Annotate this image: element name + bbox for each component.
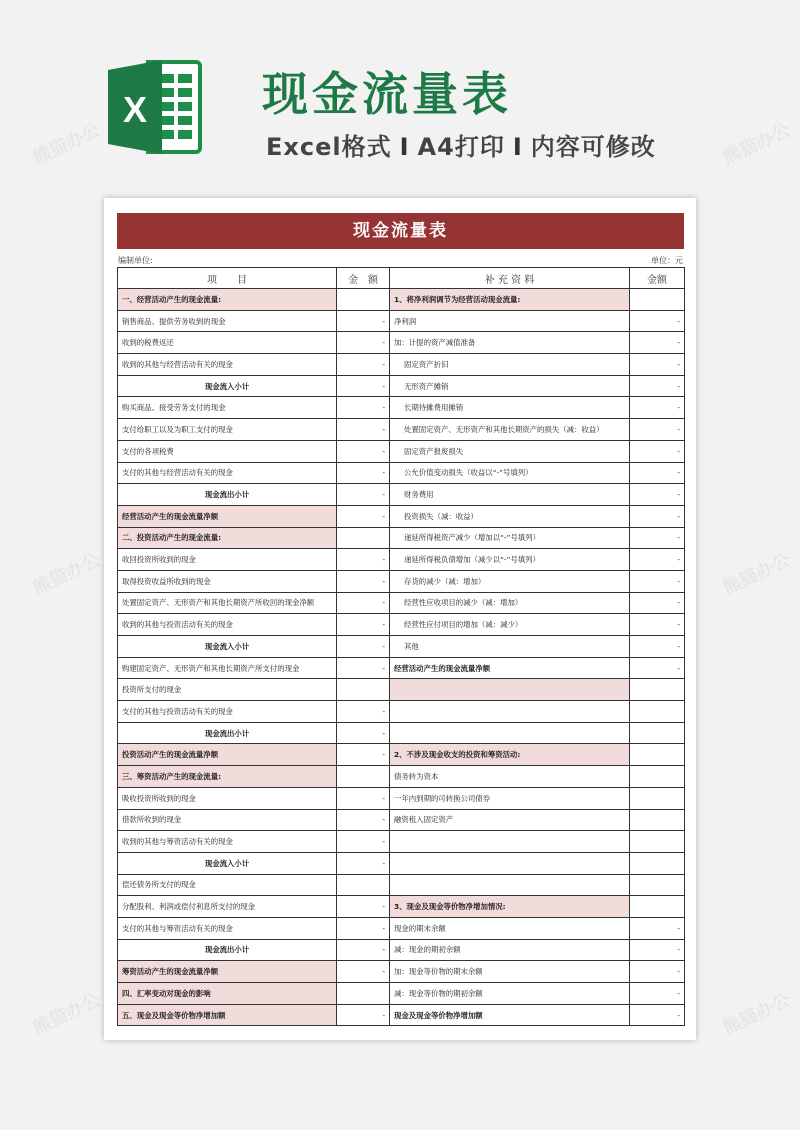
row-item-amount[interactable]: - xyxy=(337,831,390,853)
row-supplement-amount[interactable]: - xyxy=(630,484,685,506)
row-supplement-amount[interactable]: - xyxy=(630,636,685,658)
row-item-label[interactable]: 投资活动产生的现金流量净额 xyxy=(118,744,337,766)
row-item-amount[interactable]: - xyxy=(337,310,390,332)
table-row xyxy=(118,787,685,809)
row-supplement-label[interactable]: 债务转为资本 xyxy=(390,766,630,788)
table-row xyxy=(118,332,685,354)
table-row xyxy=(118,570,685,592)
row-item-amount[interactable]: - xyxy=(337,657,390,679)
row-item-label[interactable]: 支付的其他与筹资活动有关的现金 xyxy=(118,917,337,939)
table-row xyxy=(118,614,685,636)
row-item-amount[interactable]: - xyxy=(337,722,390,744)
column-header-supplement-amount: 金额 xyxy=(630,268,685,289)
table-row xyxy=(118,527,685,549)
watermark: 熊猫办公 xyxy=(719,119,794,170)
row-supplement-amount[interactable] xyxy=(630,289,685,311)
table-row xyxy=(118,657,685,679)
table-row xyxy=(118,289,685,311)
table-row xyxy=(118,310,685,332)
table-row xyxy=(118,549,685,571)
table-row xyxy=(118,896,685,918)
subtitle-editable: 内容可修改 xyxy=(530,133,656,161)
table-row xyxy=(118,701,685,723)
row-supplement-amount[interactable] xyxy=(630,766,685,788)
row-item-label[interactable]: 收回投资所收到的现金 xyxy=(118,549,337,571)
row-item-label[interactable]: 销售商品、提供劳务收到的现金 xyxy=(118,310,337,332)
table-row xyxy=(118,766,685,788)
row-item-label[interactable]: 收到的其他与经营活动有关的现金 xyxy=(118,354,337,376)
row-supplement-label[interactable]: 财务费用 xyxy=(390,484,630,506)
row-item-label[interactable]: 处置固定资产、无形资产和其他长期资产所收回的现金净额 xyxy=(118,592,337,614)
table-row xyxy=(118,397,685,419)
row-supplement-label[interactable]: 现金及现金等价物净增加额 xyxy=(390,1004,630,1026)
row-supplement-amount[interactable]: - xyxy=(630,549,685,571)
row-supplement-amount[interactable]: - xyxy=(630,961,685,983)
row-item-label[interactable]: 现金流出小计 xyxy=(118,484,337,506)
table-row xyxy=(118,462,685,484)
row-item-amount[interactable]: - xyxy=(337,375,390,397)
row-item-label[interactable]: 偿还债务所支付的现金 xyxy=(118,874,337,896)
row-item-label[interactable]: 收到的税费返还 xyxy=(118,332,337,354)
row-supplement-amount[interactable]: - xyxy=(630,310,685,332)
row-item-amount[interactable] xyxy=(337,766,390,788)
row-supplement-amount[interactable] xyxy=(630,701,685,723)
row-item-label[interactable]: 现金流入小计 xyxy=(118,852,337,874)
page-title: 现金流量表 xyxy=(262,67,512,121)
row-supplement-label[interactable]: 2、不涉及现金收支的投资和筹资活动: xyxy=(390,744,630,766)
row-item-label[interactable]: 借款所收到的现金 xyxy=(118,809,337,831)
table-row xyxy=(118,1004,685,1026)
table-row xyxy=(118,809,685,831)
table-row xyxy=(118,917,685,939)
row-supplement-amount[interactable]: - xyxy=(630,1004,685,1026)
row-item-amount[interactable]: - xyxy=(337,332,390,354)
row-supplement-amount[interactable] xyxy=(630,787,685,809)
row-supplement-label[interactable]: 经营性应付项目的增加（减：减少） xyxy=(390,614,630,636)
row-supplement-label[interactable]: 减：现金等价物的期初余额 xyxy=(390,983,630,1005)
row-item-amount[interactable]: - xyxy=(337,787,390,809)
row-supplement-amount[interactable]: - xyxy=(630,419,685,441)
row-item-label[interactable]: 取得投资收益所收到的现金 xyxy=(118,570,337,592)
row-supplement-amount[interactable]: - xyxy=(630,614,685,636)
row-supplement-label[interactable]: 加：计提的资产减值准备 xyxy=(390,332,630,354)
row-item-label[interactable]: 现金流入小计 xyxy=(118,375,337,397)
row-supplement-label[interactable]: 投资损失（减：收益） xyxy=(390,505,630,527)
row-item-amount[interactable]: - xyxy=(337,896,390,918)
row-item-amount[interactable] xyxy=(337,289,390,311)
banner xyxy=(0,0,800,190)
row-item-amount[interactable] xyxy=(337,874,390,896)
row-supplement-label[interactable]: 长期待摊费用摊销 xyxy=(390,397,630,419)
row-item-label[interactable]: 支付的其他与经营活动有关的现金 xyxy=(118,462,337,484)
row-supplement-amount[interactable]: - xyxy=(630,440,685,462)
row-item-amount[interactable] xyxy=(337,983,390,1005)
table-row xyxy=(118,484,685,506)
row-item-label[interactable]: 支付的其他与投资活动有关的现金 xyxy=(118,701,337,723)
row-supplement-amount[interactable]: - xyxy=(630,939,685,961)
row-supplement-amount[interactable] xyxy=(630,809,685,831)
table-row xyxy=(118,831,685,853)
row-item-amount[interactable]: - xyxy=(337,549,390,571)
row-item-amount[interactable]: - xyxy=(337,484,390,506)
row-supplement-label[interactable] xyxy=(390,852,630,874)
row-item-amount[interactable]: - xyxy=(337,354,390,376)
table-row xyxy=(118,939,685,961)
row-item-amount[interactable]: - xyxy=(337,570,390,592)
row-item-label[interactable]: 二、投资活动产生的现金流量: xyxy=(118,527,337,549)
row-item-amount[interactable] xyxy=(337,527,390,549)
watermark: 熊猫办公 xyxy=(719,989,794,1040)
row-item-label[interactable]: 五、现金及现金等价物净增加额 xyxy=(118,1004,337,1026)
row-item-label[interactable]: 支付的各项税费 xyxy=(118,440,337,462)
row-supplement-label[interactable] xyxy=(390,701,630,723)
row-supplement-label[interactable]: 其他 xyxy=(390,636,630,658)
row-supplement-label[interactable]: 公允价值变动损失（收益以“-”号填列） xyxy=(390,462,630,484)
row-item-label[interactable]: 筹资活动产生的现金流量净额 xyxy=(118,961,337,983)
table-header-row xyxy=(118,268,685,289)
row-supplement-amount[interactable]: - xyxy=(630,375,685,397)
row-supplement-label[interactable]: 固定资产折旧 xyxy=(390,354,630,376)
row-item-amount[interactable]: - xyxy=(337,1004,390,1026)
row-item-label[interactable]: 吸收投资所收到的现金 xyxy=(118,787,337,809)
row-item-amount[interactable]: - xyxy=(337,440,390,462)
row-supplement-amount[interactable]: - xyxy=(630,570,685,592)
column-header-amount: 金 额 xyxy=(337,268,390,289)
row-supplement-amount[interactable] xyxy=(630,744,685,766)
row-supplement-amount[interactable]: - xyxy=(630,657,685,679)
row-item-label[interactable]: 现金流出小计 xyxy=(118,939,337,961)
document-page xyxy=(104,198,696,1040)
row-supplement-label[interactable]: 现金的期末余额 xyxy=(390,917,630,939)
row-supplement-label[interactable]: 处置固定资产、无形资产和其他长期资产的损失（减：收益） xyxy=(390,419,630,441)
subtitle-format: Excel格式 xyxy=(266,133,392,161)
table-row xyxy=(118,722,685,744)
row-supplement-label[interactable] xyxy=(390,831,630,853)
row-item-label[interactable]: 收到的其他与投资活动有关的现金 xyxy=(118,614,337,636)
column-header-supplement: 补 充 资 料 xyxy=(390,268,630,289)
row-supplement-label[interactable]: 递延所得税负债增加（减少以“-”号填列） xyxy=(390,549,630,571)
row-item-label[interactable]: 四、汇率变动对现金的影响 xyxy=(118,983,337,1005)
table-row xyxy=(118,983,685,1005)
row-item-amount[interactable]: - xyxy=(337,397,390,419)
row-item-label[interactable]: 现金流入小计 xyxy=(118,636,337,658)
watermark: 熊猫办公 xyxy=(29,549,104,600)
watermark: 熊猫办公 xyxy=(29,119,104,170)
unit-label: 编制单位: xyxy=(118,256,153,265)
subtitle-separator: I xyxy=(399,133,410,161)
row-item-amount[interactable]: - xyxy=(337,961,390,983)
row-item-label[interactable]: 一、经营活动产生的现金流量: xyxy=(118,289,337,311)
table-row xyxy=(118,679,685,701)
row-supplement-label[interactable]: 经营活动产生的现金流量净额 xyxy=(390,657,630,679)
row-supplement-amount[interactable]: - xyxy=(630,505,685,527)
row-supplement-amount[interactable]: - xyxy=(630,462,685,484)
table-row xyxy=(118,744,685,766)
row-item-amount[interactable]: - xyxy=(337,701,390,723)
row-supplement-amount[interactable] xyxy=(630,679,685,701)
sheet-title: 现金流量表 xyxy=(117,213,684,249)
excel-icon xyxy=(104,58,204,156)
row-supplement-amount[interactable]: - xyxy=(630,917,685,939)
row-item-amount[interactable]: - xyxy=(337,809,390,831)
table-row xyxy=(118,852,685,874)
row-supplement-label[interactable]: 减：现金的期初余额 xyxy=(390,939,630,961)
row-item-amount[interactable]: - xyxy=(337,592,390,614)
row-supplement-amount[interactable]: - xyxy=(630,983,685,1005)
row-supplement-label[interactable]: 存货的减少（减：增加） xyxy=(390,570,630,592)
table-row xyxy=(118,961,685,983)
row-supplement-label[interactable]: 3、现金及现金等价物净增加情况: xyxy=(390,896,630,918)
svg-text:X: X xyxy=(122,89,148,130)
row-supplement-amount[interactable]: - xyxy=(630,592,685,614)
watermark: 熊猫办公 xyxy=(719,549,794,600)
table-row xyxy=(118,419,685,441)
row-item-label[interactable]: 现金流出小计 xyxy=(118,722,337,744)
row-supplement-label[interactable]: 净利润 xyxy=(390,310,630,332)
subtitle-separator: I xyxy=(512,133,523,161)
row-item-amount[interactable]: - xyxy=(337,462,390,484)
row-supplement-label[interactable] xyxy=(390,722,630,744)
page-subtitle xyxy=(266,127,656,162)
table-row xyxy=(118,505,685,527)
row-supplement-amount[interactable]: - xyxy=(630,332,685,354)
row-supplement-label[interactable]: 一年内到期的可转换公司债券 xyxy=(390,787,630,809)
row-supplement-amount[interactable] xyxy=(630,722,685,744)
row-item-amount[interactable]: - xyxy=(337,636,390,658)
row-supplement-label[interactable]: 1、将净利润调节为经营活动现金流量: xyxy=(390,289,630,311)
row-supplement-label[interactable]: 经营性应收项目的减少（减：增加） xyxy=(390,592,630,614)
row-supplement-label[interactable]: 融资租入固定资产 xyxy=(390,809,630,831)
row-item-amount[interactable]: - xyxy=(337,614,390,636)
row-item-amount[interactable]: - xyxy=(337,419,390,441)
row-supplement-amount[interactable] xyxy=(630,852,685,874)
row-item-label[interactable]: 购建固定资产、无形资产和其他长期资产所支付的现金 xyxy=(118,657,337,679)
row-item-label[interactable]: 经营活动产生的现金流量净额 xyxy=(118,505,337,527)
row-item-amount[interactable]: - xyxy=(337,852,390,874)
table-row xyxy=(118,440,685,462)
subtitle-print: A4打印 xyxy=(417,133,505,161)
row-supplement-amount[interactable] xyxy=(630,874,685,896)
table-row xyxy=(118,636,685,658)
row-supplement-label[interactable] xyxy=(390,679,630,701)
row-item-amount[interactable]: - xyxy=(337,744,390,766)
row-item-label[interactable]: 分配股利、利润或偿付利息所支付的现金 xyxy=(118,896,337,918)
row-item-label[interactable]: 购买商品、接受劳务支付的现金 xyxy=(118,397,337,419)
row-supplement-label[interactable]: 固定资产报废损失 xyxy=(390,440,630,462)
row-supplement-amount[interactable]: - xyxy=(630,397,685,419)
row-supplement-label[interactable]: 递延所得税资产减少（增加以“-”号填列） xyxy=(390,527,630,549)
row-item-amount[interactable]: - xyxy=(337,917,390,939)
row-item-amount[interactable]: - xyxy=(337,505,390,527)
row-item-label[interactable]: 三、筹资活动产生的现金流量: xyxy=(118,766,337,788)
watermark: 熊猫办公 xyxy=(29,989,104,1040)
table-row xyxy=(118,874,685,896)
row-supplement-amount[interactable]: - xyxy=(630,527,685,549)
column-header-item: 项 目 xyxy=(118,268,337,289)
table-row xyxy=(118,592,685,614)
cash-flow-table xyxy=(117,267,685,1026)
row-item-amount[interactable]: - xyxy=(337,939,390,961)
row-supplement-label[interactable] xyxy=(390,874,630,896)
row-supplement-label[interactable]: 无形资产摊销 xyxy=(390,375,630,397)
row-item-label[interactable]: 支付给职工以及为职工支付的现金 xyxy=(118,419,337,441)
row-item-amount[interactable] xyxy=(337,679,390,701)
row-supplement-amount[interactable] xyxy=(630,831,685,853)
row-supplement-label[interactable]: 加：现金等价物的期末余额 xyxy=(390,961,630,983)
table-row xyxy=(118,354,685,376)
row-item-label[interactable]: 收到的其他与筹资活动有关的现金 xyxy=(118,831,337,853)
row-supplement-amount[interactable] xyxy=(630,896,685,918)
row-item-label[interactable]: 投资所支付的现金 xyxy=(118,679,337,701)
table-row xyxy=(118,375,685,397)
currency-unit: 单位：元 xyxy=(651,256,683,265)
row-supplement-amount[interactable]: - xyxy=(630,354,685,376)
